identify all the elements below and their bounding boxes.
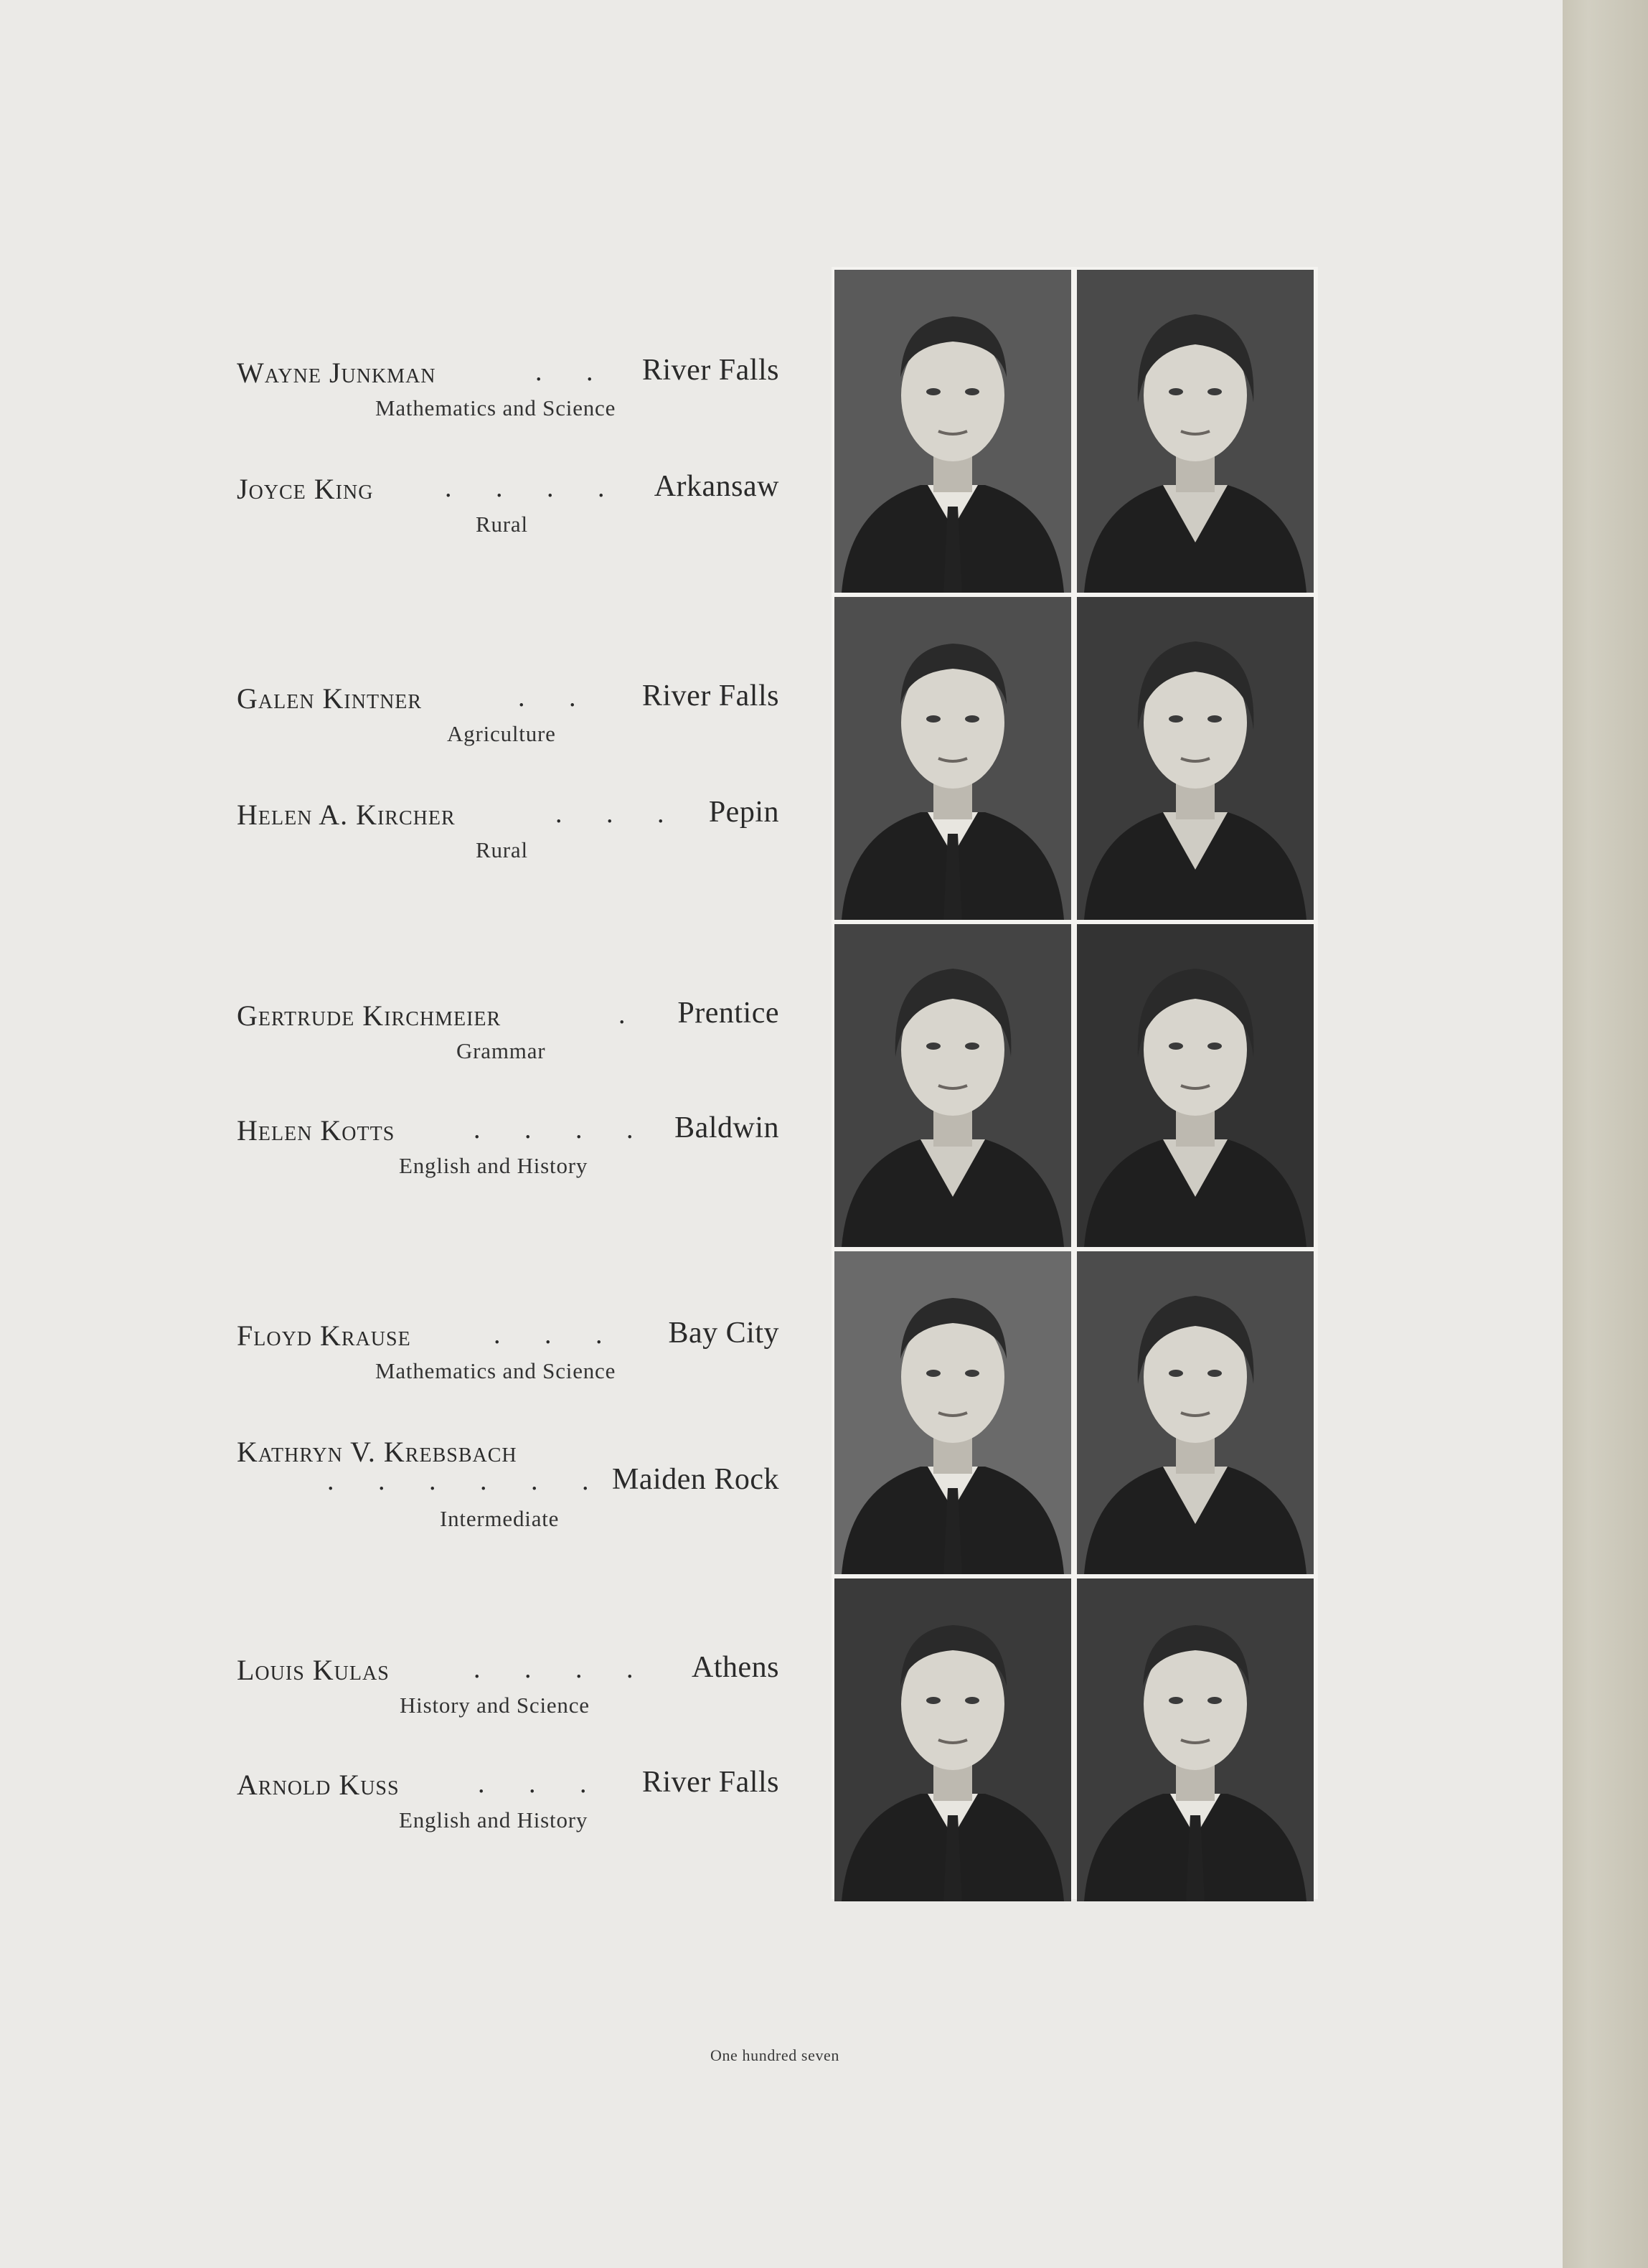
student-entry bbox=[237, 997, 779, 1063]
student-entry bbox=[237, 1435, 779, 1531]
student-name: Galen Kintner bbox=[237, 682, 423, 715]
student-name: Arnold Kuss bbox=[237, 1769, 400, 1801]
student-entry bbox=[237, 354, 779, 420]
leader-dots: . . bbox=[535, 357, 612, 387]
course-of-study: Mathematics and Science bbox=[375, 395, 616, 420]
course-of-study: Agriculture bbox=[447, 721, 556, 746]
leader-dots: . . . . bbox=[474, 1654, 652, 1684]
student-portrait bbox=[1077, 924, 1314, 1247]
hometown: Baldwin bbox=[674, 1111, 779, 1144]
student-name: Wayne Junkman bbox=[237, 357, 436, 389]
hometown: Prentice bbox=[677, 997, 779, 1030]
leader-dots: . . . . bbox=[445, 473, 623, 503]
leader-dots: . . bbox=[518, 682, 595, 712]
student-entry bbox=[237, 1317, 779, 1383]
portrait-grid bbox=[832, 267, 1318, 1899]
student-portrait bbox=[1077, 597, 1314, 920]
course-of-study: Rural bbox=[476, 837, 528, 862]
student-name: Gertrude Kirchmeier bbox=[237, 999, 502, 1032]
hometown: Maiden Rock bbox=[612, 1463, 779, 1496]
course-of-study: History and Science bbox=[400, 1693, 590, 1718]
adjacent-page-edge bbox=[1563, 0, 1648, 2268]
leader-dots: . . . bbox=[555, 799, 683, 829]
student-portrait bbox=[1077, 1578, 1314, 1901]
leader-dots: . . . bbox=[478, 1769, 606, 1799]
hometown: Athens bbox=[692, 1651, 779, 1684]
student-entry bbox=[237, 679, 779, 746]
hometown: Arkansaw bbox=[654, 470, 779, 503]
hometown: Pepin bbox=[708, 796, 779, 829]
hometown: Bay City bbox=[668, 1317, 779, 1350]
student-portrait bbox=[1077, 270, 1314, 593]
student-entry bbox=[237, 1111, 779, 1178]
student-portrait bbox=[834, 270, 1071, 593]
hometown: River Falls bbox=[642, 354, 779, 387]
student-portrait bbox=[834, 1251, 1071, 1574]
page-number: One hundred seven bbox=[710, 2046, 840, 2064]
student-name: Kathryn V. Krebsbach bbox=[237, 1436, 517, 1468]
student-name: Helen A. Kircher bbox=[237, 799, 456, 831]
student-portrait bbox=[834, 924, 1071, 1247]
leader-dots: . bbox=[618, 999, 644, 1030]
student-name: Floyd Krause bbox=[237, 1319, 411, 1352]
student-entry bbox=[237, 1651, 779, 1718]
student-entry bbox=[237, 470, 779, 537]
course-of-study: Mathematics and Science bbox=[375, 1358, 616, 1383]
leader-dots: . . . bbox=[494, 1319, 621, 1350]
course-of-study: English and History bbox=[399, 1807, 588, 1832]
hometown: River Falls bbox=[642, 679, 779, 712]
student-entry bbox=[237, 1766, 779, 1832]
course-of-study: Intermediate bbox=[440, 1506, 560, 1531]
student-name: Joyce King bbox=[237, 473, 374, 505]
student-portrait bbox=[1077, 1251, 1314, 1574]
course-of-study: English and History bbox=[399, 1153, 588, 1178]
leader-dots: . . . . bbox=[474, 1114, 652, 1144]
student-name: Helen Kotts bbox=[237, 1114, 395, 1147]
student-entry bbox=[237, 796, 779, 862]
course-of-study: Rural bbox=[476, 512, 528, 537]
hometown: River Falls bbox=[642, 1766, 779, 1799]
leader-dots: . . . . . . bbox=[327, 1466, 608, 1496]
student-name: Louis Kulas bbox=[237, 1654, 390, 1686]
student-portrait bbox=[834, 597, 1071, 920]
student-portrait bbox=[834, 1578, 1071, 1901]
course-of-study: Grammar bbox=[456, 1038, 546, 1063]
